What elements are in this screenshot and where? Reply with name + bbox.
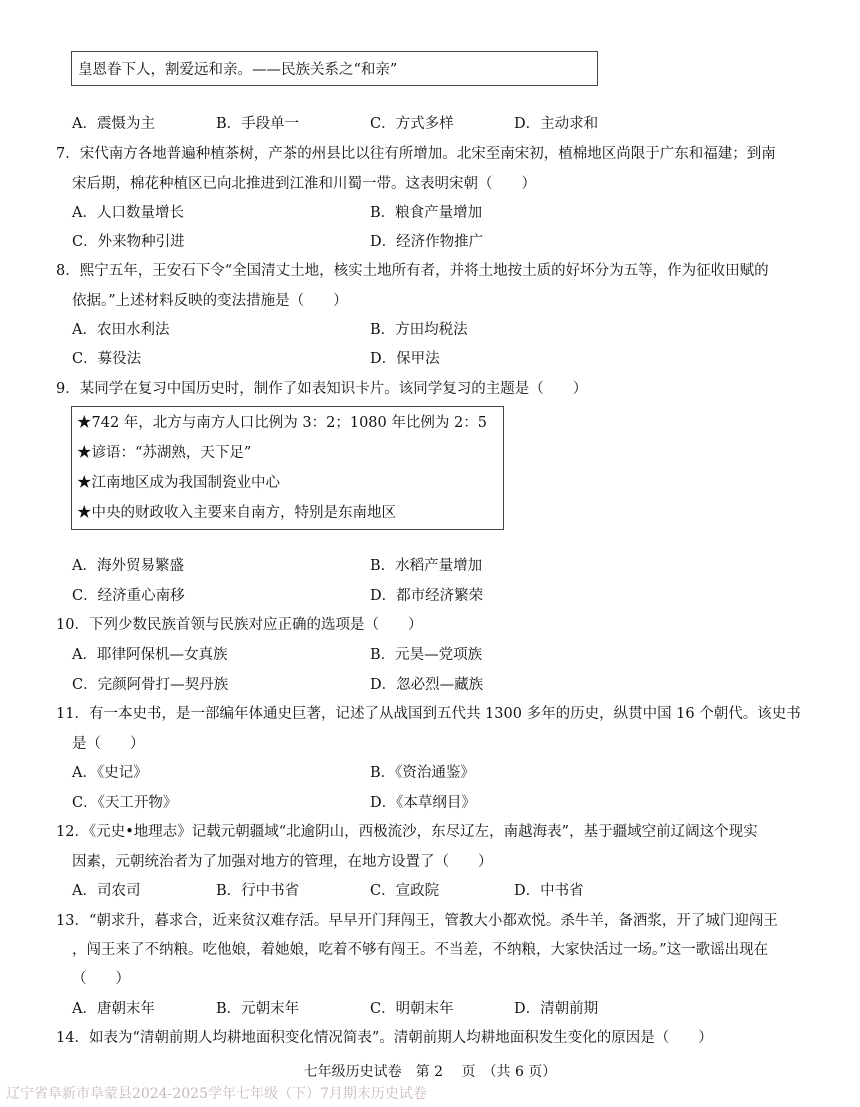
card-line-4: ★中央的财政收入主要来自南方，特别是东南地区 [77, 505, 396, 521]
q10-option-d: D．忽必烈—藏族 [370, 677, 484, 693]
q11-stem-line2: 是（ ） [72, 736, 145, 752]
card-line-1: ★742 年，北方与南方人口比例为 3：2；1080 年比例为 2：5 [77, 415, 487, 431]
watermark: 辽宁省阜新市阜蒙县2024-2025学年七年级（下）7月期末历史试卷 [6, 1086, 427, 1102]
quote-text: 皇恩眷下人，割爱远和亲。——民族关系之“和亲” [78, 62, 398, 78]
q8-option-d: D．保甲法 [370, 351, 440, 367]
q13-stem-line3: （ ） [72, 971, 130, 987]
q9-option-b: B．水稻产量增加 [370, 558, 483, 574]
q6-option-c: C．方式多样 [370, 116, 454, 132]
q6-option-d: D．主动求和 [514, 116, 599, 132]
q10-option-c: C．完颜阿骨打—契丹族 [72, 677, 229, 693]
q8-option-c: C．募役法 [72, 351, 142, 367]
q7-option-c: C．外来物种引进 [72, 234, 185, 250]
card-line-2: ★谚语：“苏湖熟，天下足” [77, 445, 252, 461]
q11-option-a: A．《史记》 [72, 765, 148, 781]
q13-option-c: C．明朝末年 [370, 1001, 454, 1017]
quote-box [71, 51, 598, 86]
q12-stem-line1: 12．《元史•地理志》记载元朝疆域“北逾阴山，西极流沙，东尽辽左，南越海表”，基于疆域空前辽阔这个现实 [56, 824, 758, 840]
knowledge-card [71, 406, 504, 530]
q9-option-c: C．经济重心南移 [72, 588, 185, 604]
q13-stem-line1: 13．“朝求升，暮求合，近来贫汉难存活。早早开门拜闯王，管教大小都欢悦。杀牛羊，备酒浆，开了城门迎闯王 [56, 913, 778, 929]
q9-option-a: A．海外贸易繁盛 [72, 558, 184, 574]
q9-option-d: D．都市经济繁荣 [370, 588, 484, 604]
q10-option-b: B．元昊—党项族 [370, 647, 483, 663]
q6-option-a: A．震慑为主 [72, 116, 155, 132]
q9-stem: 9．某同学在复习中国历史时，制作了如表知识卡片。该同学复习的主题是（ ） [56, 381, 588, 397]
q7-option-a: A．人口数量增长 [72, 205, 184, 221]
q12-option-b: B．行中书省 [216, 883, 300, 899]
q12-stem-line2: 因素，元朝统治者为了加强对地方的管理，在地方设置了（ ） [72, 854, 493, 870]
page-footer: 七年级历史试卷 第 2 页 （共 6 页） [303, 1064, 557, 1080]
q7-stem-line2: 宋后期，棉花种植区已向北推进到江淮和川蜀一带。这表明宋朝（ ） [72, 176, 536, 192]
q12-option-d: D．中书省 [514, 883, 584, 899]
q8-stem-line2: 依据。”上述材料反映的变法措施是（ ） [72, 293, 348, 309]
q7-option-d: D．经济作物推广 [370, 234, 484, 250]
q8-option-a: A．农田水利法 [72, 322, 170, 338]
q7-option-b: B．粮食产量增加 [370, 205, 483, 221]
q13-stem-line2: ，闯王来了不纳粮。吃他娘，着她娘，吃着不够有闯王。不当差，不纳粮，大家快活过一场。”这一歌谣出现在 [72, 942, 769, 958]
q13-option-a: A．唐朝末年 [72, 1001, 155, 1017]
q8-stem-line1: 8．熙宁五年，王安石下令“全国清丈土地，核实土地所有者，并将土地按土质的好坏分为五等，作为征收田赋的 [56, 263, 769, 279]
q7-stem-line1: 7．宋代南方各地普遍种植茶树，产茶的州县比以往有所增加。北宋至南宋初，植棉地区尚限于广东和福建；到南 [56, 146, 776, 162]
q11-stem-line1: 11．有一本史书，是一部编年体通史巨著，记述了从战国到五代共 1300 多年的历史，纵贯中国 16 个朝代。该史书 [56, 706, 801, 722]
q11-option-b: B．《资治通鉴》 [370, 765, 475, 781]
q10-stem: 10．下列少数民族首领与民族对应正确的选项是（ ） [56, 617, 423, 633]
q11-option-c: C．《天工开物》 [72, 795, 178, 811]
q13-option-b: B．元朝末年 [216, 1001, 300, 1017]
q11-option-d: D．《本草纲目》 [370, 795, 476, 811]
q6-option-b: B．手段单一 [216, 116, 300, 132]
q12-option-c: C．宣政院 [370, 883, 440, 899]
card-line-3: ★江南地区成为我国制瓷业中心 [77, 475, 280, 491]
q8-option-b: B．方田均税法 [370, 322, 468, 338]
q14-stem: 14．如表为“清朝前期人均耕地面积变化情况简表”。清朝前期人均耕地面积发生变化的原因是（ ） [56, 1030, 713, 1046]
q10-option-a: A．耶律阿保机—女真族 [72, 647, 228, 663]
q12-option-a: A．司农司 [72, 883, 141, 899]
q13-option-d: D．清朝前期 [514, 1001, 599, 1017]
